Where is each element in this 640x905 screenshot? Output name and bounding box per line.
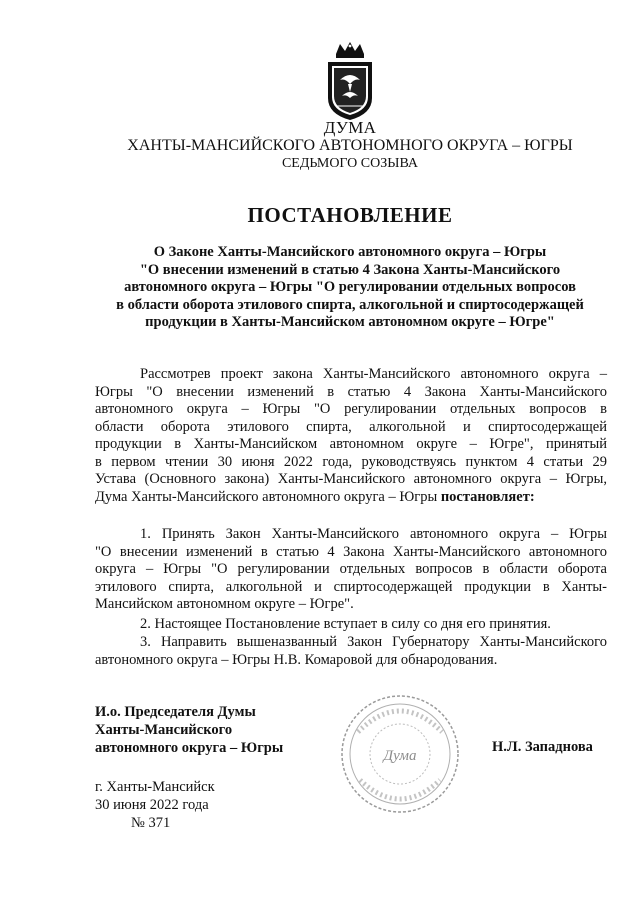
- subject-line: в области оборота этилового спирта, алкогольной и спиртосодержащей: [116, 296, 584, 313]
- preamble-line: [95, 489, 607, 507]
- place: г. Ханты-Мансийск: [95, 779, 215, 795]
- round-seal-icon: [338, 692, 462, 816]
- preamble-last-text: Дума Ханты-Мансийского автономного округа – Югры: [95, 488, 438, 505]
- signatory-position: [95, 703, 283, 757]
- document-number: № 371: [131, 815, 171, 831]
- item-3: [95, 634, 607, 669]
- subject-line: продукции в Ханты-Мансийском автономном округе – Югре": [145, 314, 555, 330]
- subject-line: автономного округа – Югры "О регулировании отдельных вопросов: [124, 279, 576, 295]
- signatory-name: Н.Л. Западнова: [492, 739, 593, 755]
- document-title: ПОСТАНОВЛЕНИЕ: [247, 203, 453, 227]
- coat-of-arms-icon: [322, 40, 378, 122]
- document-subject: [90, 244, 610, 332]
- preamble-line: области оборота этилового спирта, алкогольной и спиртосодержащей: [95, 418, 607, 435]
- subject-line: О Законе Ханты-Мансийского автономного округа – Югры: [153, 244, 547, 260]
- subject-line: "О внесении изменений в статью 4 Закона Ханты-Мансийского: [139, 261, 561, 278]
- item-1-line: Мансийском автономном округе – Югре".: [95, 596, 354, 612]
- preamble-line: Югры "О внесении изменений в статью 4 Закона Ханты-Мансийского: [95, 383, 607, 400]
- date: 30 июня 2022 года: [95, 797, 209, 813]
- item-3-line: автономного округа – Югры Н.В. Комаровой для обнародования.: [95, 651, 498, 668]
- duma-title: ДУМА: [323, 118, 377, 137]
- place-date-number: [95, 778, 215, 832]
- stamp-label: Дума: [383, 748, 417, 764]
- position-line: Ханты-Мансийского: [95, 722, 233, 738]
- item-1-line: этилового спирта, алкогольной и спиртосодержащей продукции в Ханты-: [95, 578, 607, 595]
- item-1-line: округа – Югры "О регулировании отдельных вопросов в области оборота: [95, 561, 607, 577]
- position-line: автономного округа – Югры: [95, 740, 284, 756]
- preamble-line: продукции в Ханты-Мансийском автономном округе – Югре", принятый: [95, 436, 607, 452]
- item-1: [95, 526, 607, 614]
- item-3-line: 3. Направить вышеназванный Закон Губернатору Ханты-Мансийского: [140, 634, 607, 650]
- item-1-line: "О внесении изменений в статью 4 Закона Ханты-Мансийского автономного: [95, 543, 607, 560]
- item-2-line: 2. Настоящее Постановление вступает в силу со дня его принятия.: [140, 616, 551, 632]
- preamble-line: Устава (Основного закона) Ханты-Мансийского автономного округа – Югры,: [95, 471, 607, 487]
- region-name: ХАНТЫ-МАНСИЙСКОГО АВТОНОМНОГО ОКРУГА – ЮГРЫ: [127, 137, 573, 154]
- preamble-line: автономного округа – Югры "О регулировании отдельных вопросов в: [95, 401, 607, 417]
- item-1-line: 1. Принять Закон Ханты-Мансийского автономного округа – Югры: [140, 526, 607, 542]
- convocation: СЕДЬМОГО СОЗЫВА: [281, 156, 419, 171]
- decree-word: постановляет:: [440, 488, 535, 505]
- preamble-paragraph: [95, 366, 607, 506]
- position-line: И.о. Председателя Думы: [95, 704, 256, 720]
- item-2: [95, 616, 607, 634]
- preamble-line: в первом чтении 30 июня 2022 года, руководствуясь пунктом 4 статьи 29: [95, 453, 607, 470]
- preamble-line: Рассмотрев проект закона Ханты-Мансийского автономного округа –: [140, 366, 607, 382]
